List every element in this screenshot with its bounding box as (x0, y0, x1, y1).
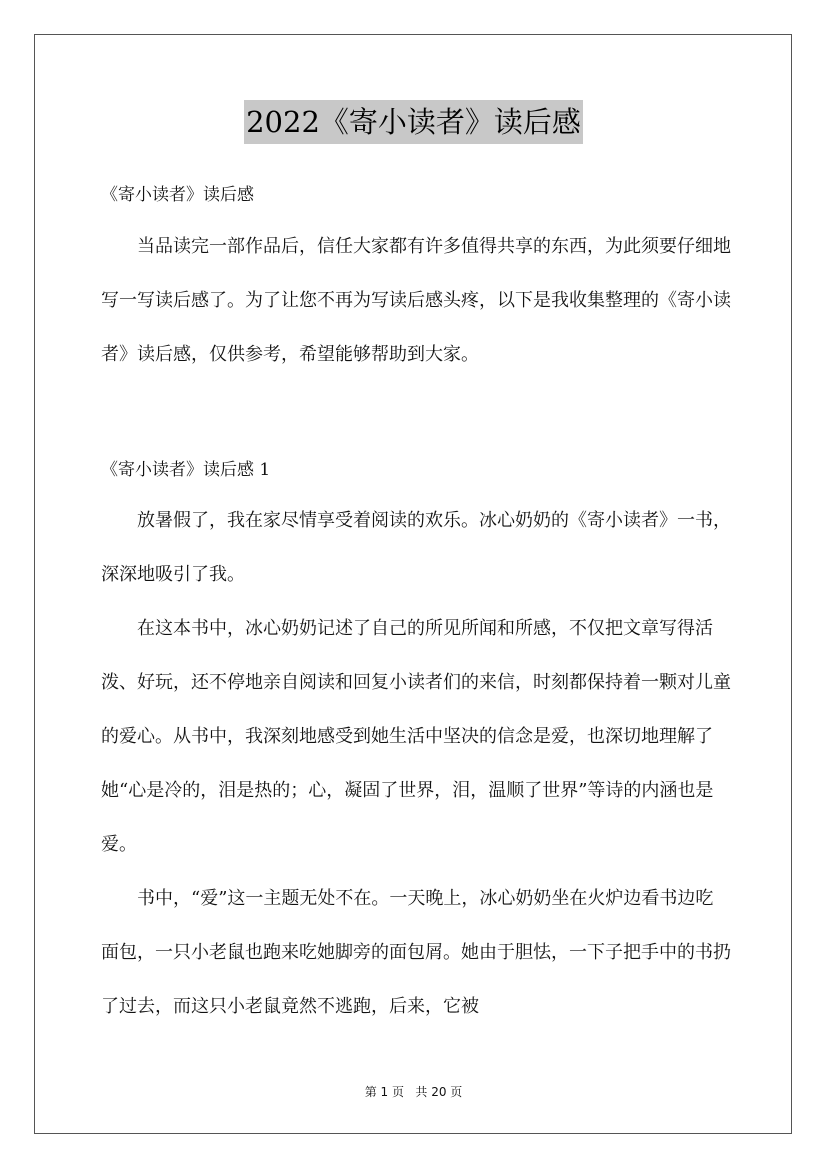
page-number: 第 1 页 (364, 1085, 404, 1099)
page-footer (0, 1083, 827, 1100)
document-subtitle: 《寄小读者》读后感 (101, 185, 254, 205)
body-block (101, 494, 731, 1034)
document-title: 2022《寄小读者》读后感 (244, 100, 583, 144)
title-container (0, 100, 827, 144)
body-paragraph-2: 在这本书中，冰心奶奶记述了自己的所见所闻和所感，不仅把文章写得活泼、好玩，还不停地亲自阅读和回复小读者们的来信，时刻都保持着一颗对儿童的爱心。从书中，我深刻地感受到她生活中坚决的信念是爱，也深切地理解了她“心是冷的，泪是热的；心，凝固了世界，泪，温顺了世界”等诗的内涵也是爱。 (101, 618, 731, 855)
body-paragraph-3: 书中，“爱”这一主题无处不在。一天晚上，冰心奶奶坐在火炉边看书边吃面包，一只小老鼠也跑来吃她脚旁的面包屑。她由于胆怯，一下子把手中的书扔了过去，而这只小老鼠竟然不逃跑，后来，它被 (101, 888, 731, 1017)
intro-paragraph: 当品读完一部作品后，信任大家都有许多值得共享的东西，为此须要仔细地写一写读后感了。为了让您不再为写读后感头疼，以下是我收集整理的《寄小读者》读后感，仅供参考，希望能够帮助到大家。 (101, 236, 731, 365)
intro-block (101, 220, 731, 382)
section-heading: 《寄小读者》读后感 1 (101, 460, 271, 480)
body-paragraph-1: 放暑假了，我在家尽情享受着阅读的欢乐。冰心奶奶的《寄小读者》一书，深深地吸引了我。 (101, 510, 731, 585)
page-total: 共 20 页 (415, 1085, 463, 1099)
